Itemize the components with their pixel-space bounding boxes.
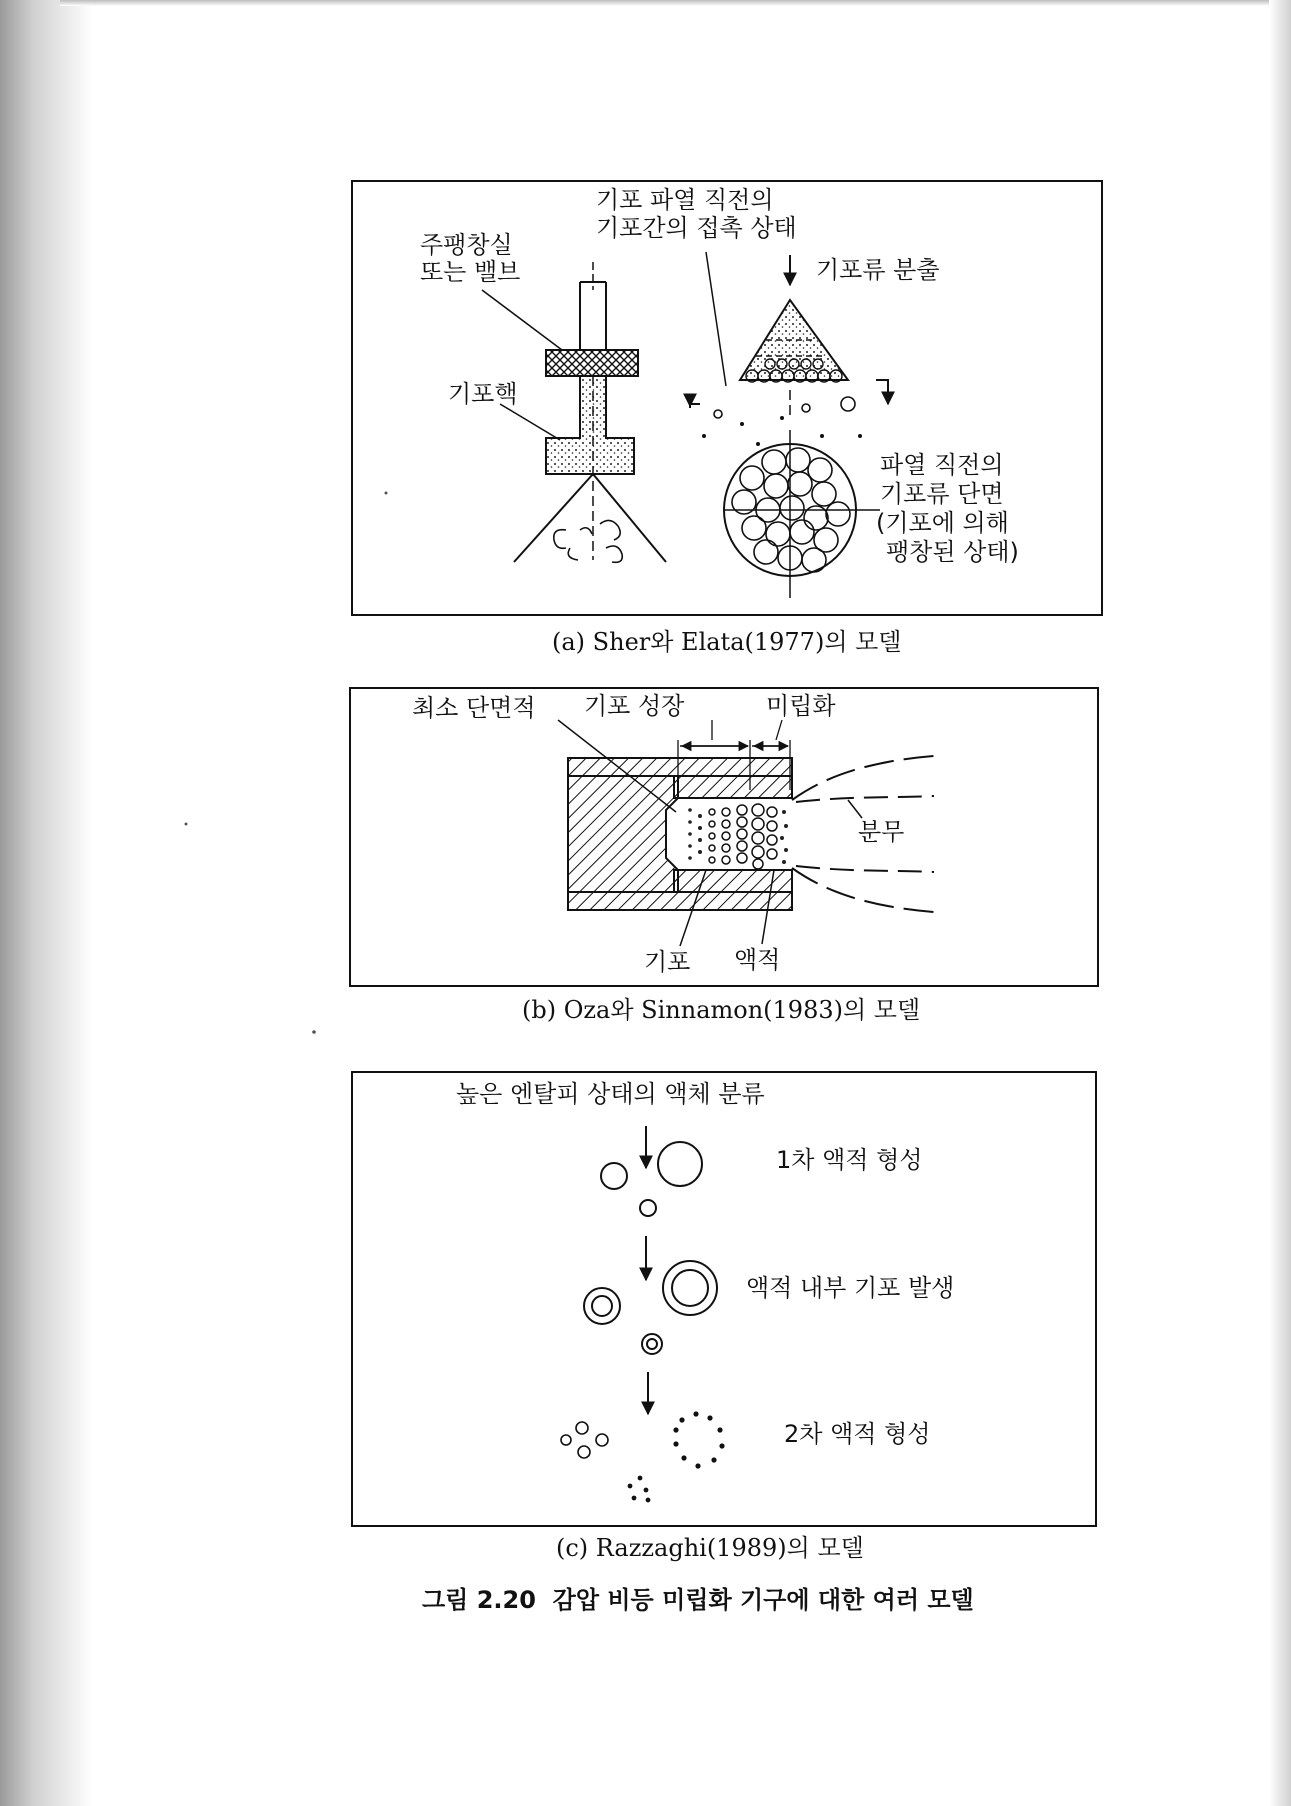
orifice-drawing xyxy=(558,720,792,946)
label-bubble-jet: 기포류 분출 xyxy=(816,256,940,284)
stage-1-drawing xyxy=(601,1126,702,1216)
label-section-3: (기포에 의해 xyxy=(876,509,1009,537)
label-droplet: 액적 xyxy=(734,946,781,974)
label-valve-2: 또는 밸브 xyxy=(420,258,521,286)
figure-caption: 그림 2.20 감압 비등 미립화 기구에 대한 여러 모델 xyxy=(422,1586,974,1614)
label-section-4: 팽창된 상태) xyxy=(886,538,1019,566)
scan-specks xyxy=(185,492,388,1034)
panel-b xyxy=(350,688,1098,1024)
label-section-2: 기포류 단면 xyxy=(880,480,1004,508)
panel-c-frame xyxy=(352,1072,1096,1526)
label-spray: 분무 xyxy=(858,818,905,846)
label-high-enthalpy-jet: 높은 엔탈피 상태의 액체 분류 xyxy=(456,1080,765,1108)
nucleus-region xyxy=(546,376,634,474)
label-bubble: 기포 xyxy=(644,948,691,976)
label-contact-state-1: 기포 파열 직전의 xyxy=(596,186,774,214)
label-atomization: 미립화 xyxy=(766,692,836,720)
panel-c xyxy=(352,1072,1096,1562)
valve-block xyxy=(546,350,638,376)
caption-panel-c: (c) Razzaghi(1989)의 모델 xyxy=(556,1534,864,1562)
label-internal-bubble: 액적 내부 기포 발생 xyxy=(746,1274,955,1302)
label-valve-1: 주팽창실 xyxy=(420,231,513,259)
label-primary-droplet: 1차 액적 형성 xyxy=(776,1146,923,1174)
jet-cross-section-drawing xyxy=(724,430,880,598)
label-contact-state-2: 기포간의 접촉 상태 xyxy=(596,214,797,242)
label-section-1: 파열 직전의 xyxy=(880,451,1004,479)
stage-3-drawing xyxy=(561,1372,725,1502)
panel-a xyxy=(352,181,1102,656)
caption-panel-b: (b) Oza와 Sinnamon(1983)의 모델 xyxy=(522,996,921,1024)
label-secondary-droplet: 2차 액적 형성 xyxy=(784,1420,931,1448)
caption-panel-a: (a) Sher와 Elata(1977)의 모델 xyxy=(552,628,902,656)
stage-2-drawing xyxy=(584,1236,717,1354)
label-bubble-growth: 기포 성장 xyxy=(584,692,685,720)
label-nucleus: 기포핵 xyxy=(448,380,518,408)
valve-nozzle-drawing xyxy=(482,262,666,562)
label-min-area: 최소 단면적 xyxy=(412,694,536,722)
